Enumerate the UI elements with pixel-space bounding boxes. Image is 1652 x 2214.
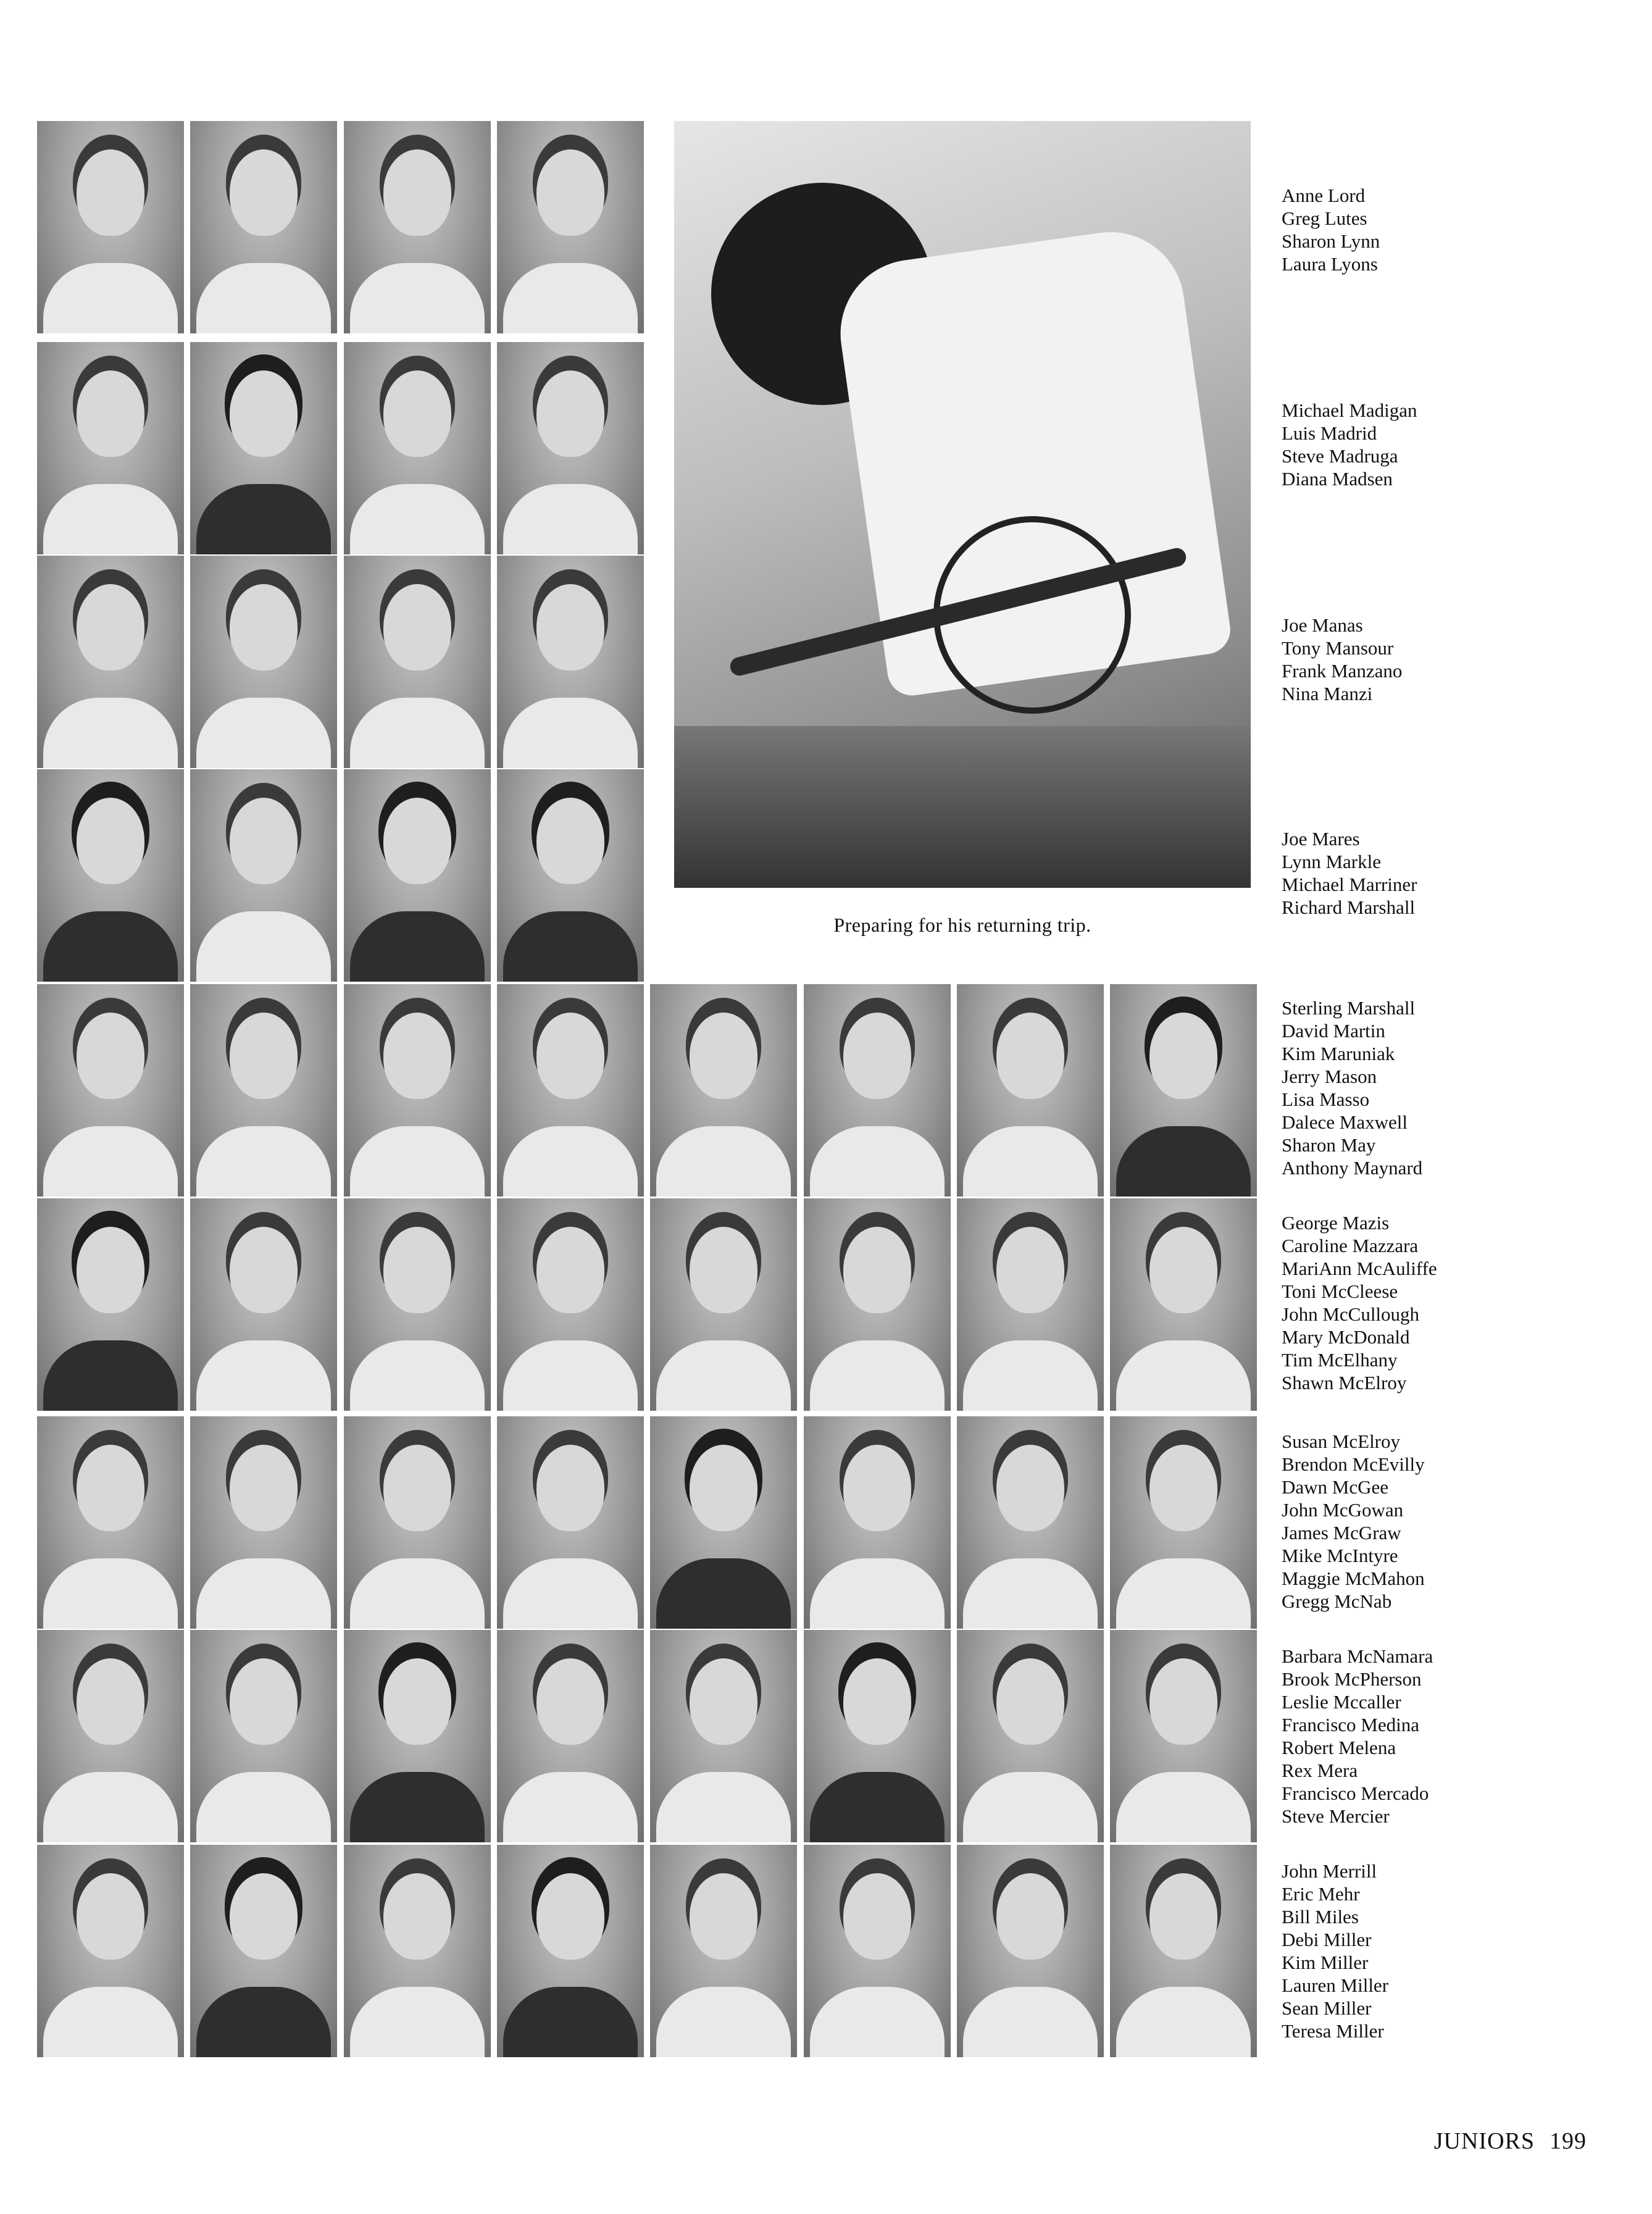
portrait-shoulders	[503, 1772, 638, 1842]
portrait-shoulders	[350, 1558, 485, 1629]
portrait-shoulders	[503, 1987, 638, 2057]
portrait-shoulders	[196, 1340, 331, 1411]
portrait-head	[996, 1873, 1064, 1960]
student-portrait	[497, 1198, 644, 1411]
portrait-shoulders	[196, 698, 331, 768]
student-portrait	[497, 121, 644, 333]
portrait-shoulders	[503, 698, 638, 768]
student-portrait	[1110, 1630, 1257, 1842]
student-portrait	[497, 1845, 644, 2057]
student-name: Lynn Markle	[1282, 851, 1381, 872]
portrait-head	[77, 1227, 144, 1313]
portrait-shoulders	[810, 1340, 945, 1411]
student-name: John McCullough	[1282, 1303, 1420, 1325]
portrait-shoulders	[503, 1126, 638, 1197]
student-name: Francisco Mercado	[1282, 1782, 1429, 1804]
portrait-head	[843, 1445, 911, 1531]
feature-photo-caption: Preparing for his returning trip.	[833, 914, 1091, 936]
portrait-shoulders	[1116, 1558, 1251, 1629]
section-title: JUNIORS	[1433, 2128, 1535, 2154]
student-portrait	[1110, 1845, 1257, 2057]
portrait-shoulders	[196, 1558, 331, 1629]
portrait-shoulders	[43, 263, 178, 333]
student-name: Gregg McNab	[1282, 1590, 1392, 1612]
student-portrait	[957, 984, 1104, 1197]
student-portrait	[190, 984, 337, 1197]
name-group	[1282, 1645, 1433, 1828]
portrait-head	[1149, 1445, 1217, 1531]
portrait-shoulders	[43, 911, 178, 982]
student-portrait	[1110, 1198, 1257, 1411]
portrait-shoulders	[350, 1126, 485, 1197]
portrait-head	[230, 149, 298, 236]
student-portrait	[344, 984, 491, 1197]
portrait-shoulders	[656, 1340, 791, 1411]
portrait-shoulders	[503, 1558, 638, 1629]
portrait-shoulders	[196, 1772, 331, 1842]
portrait-head	[690, 1658, 757, 1745]
student-portrait	[650, 984, 797, 1197]
portrait-head	[1149, 1658, 1217, 1745]
portrait-shoulders	[196, 263, 331, 333]
student-portrait	[37, 1845, 184, 2057]
student-name: Mary McDonald	[1282, 1326, 1410, 1348]
portrait-head	[383, 798, 451, 884]
portrait-head	[1149, 1013, 1217, 1099]
portrait-shoulders	[43, 1340, 178, 1411]
student-name: Eric Mehr	[1282, 1883, 1360, 1905]
name-group	[1282, 399, 1417, 490]
student-portrait	[650, 1630, 797, 1842]
student-portrait	[957, 1630, 1104, 1842]
portrait-head	[536, 798, 604, 884]
portrait-shoulders	[963, 1558, 1098, 1629]
student-name: Tim McElhany	[1282, 1349, 1398, 1371]
portrait-shoulders	[43, 1126, 178, 1197]
student-name: Joe Manas	[1282, 614, 1363, 636]
portrait-head	[690, 1013, 757, 1099]
portrait-shoulders	[43, 1987, 178, 2057]
portrait-head	[536, 1445, 604, 1531]
student-name: Michael Marriner	[1282, 874, 1417, 895]
portrait-shoulders	[963, 1987, 1098, 2057]
portrait-shoulders	[503, 911, 638, 982]
student-portrait	[344, 1416, 491, 1629]
student-name: Joe Mares	[1282, 828, 1360, 850]
portrait-head	[77, 370, 144, 457]
student-name: Brook McPherson	[1282, 1668, 1422, 1690]
portrait-shoulders	[350, 263, 485, 333]
student-portrait	[804, 1198, 951, 1411]
portrait-shoulders	[196, 911, 331, 982]
student-portrait	[37, 556, 184, 768]
student-portrait	[957, 1198, 1104, 1411]
portrait-head	[1149, 1873, 1217, 1960]
student-name: Shawn McElroy	[1282, 1372, 1407, 1393]
portrait-shoulders	[1116, 1987, 1251, 2057]
portrait-head	[230, 584, 298, 670]
portrait-head	[536, 149, 604, 236]
portrait-shoulders	[503, 1340, 638, 1411]
student-portrait	[37, 769, 184, 982]
portrait-shoulders	[1116, 1340, 1251, 1411]
portrait-head	[77, 1445, 144, 1531]
portrait-head	[843, 1227, 911, 1313]
student-name: Nina Manzi	[1282, 683, 1373, 704]
student-name: Frank Manzano	[1282, 660, 1403, 682]
name-group	[1282, 827, 1417, 919]
student-name: Robert Melena	[1282, 1737, 1396, 1758]
student-name: John Merrill	[1282, 1860, 1377, 1882]
student-name: Mike McIntyre	[1282, 1545, 1398, 1566]
student-portrait	[37, 1416, 184, 1629]
portrait-head	[77, 1013, 144, 1099]
portrait-shoulders	[350, 911, 485, 982]
portrait-shoulders	[1116, 1126, 1251, 1197]
student-portrait	[190, 1845, 337, 2057]
portrait-head	[996, 1658, 1064, 1745]
student-portrait	[957, 1845, 1104, 2057]
student-portrait	[957, 1416, 1104, 1629]
student-name: Sterling Marshall	[1282, 997, 1416, 1019]
student-name: Kim Miller	[1282, 1952, 1369, 1973]
student-portrait	[650, 1845, 797, 2057]
portrait-shoulders	[43, 1558, 178, 1629]
photo-background	[674, 726, 1251, 888]
student-name: Diana Madsen	[1282, 468, 1393, 490]
name-group	[1282, 184, 1380, 275]
student-portrait	[190, 1198, 337, 1411]
portrait-shoulders	[196, 1126, 331, 1197]
student-portrait	[344, 121, 491, 333]
student-name: Michael Madigan	[1282, 399, 1417, 421]
portrait-head	[383, 1445, 451, 1531]
student-name: Toni McCleese	[1282, 1280, 1398, 1302]
portrait-head	[690, 1227, 757, 1313]
portrait-shoulders	[350, 1340, 485, 1411]
page-number: 199	[1550, 2128, 1587, 2154]
student-name: Richard Marshall	[1282, 896, 1416, 918]
portrait-head	[383, 149, 451, 236]
student-portrait	[344, 556, 491, 768]
student-name: Sharon May	[1282, 1134, 1376, 1156]
portrait-head	[230, 1873, 298, 1960]
student-name: David Martin	[1282, 1020, 1385, 1042]
portrait-shoulders	[963, 1126, 1098, 1197]
portrait-head	[843, 1873, 911, 1960]
student-name: Leslie Mccaller	[1282, 1691, 1401, 1713]
student-name: Anne Lord	[1282, 185, 1366, 206]
portrait-head	[230, 1658, 298, 1745]
portrait-head	[536, 584, 604, 670]
student-name: Jerry Mason	[1282, 1066, 1377, 1087]
student-portrait	[190, 769, 337, 982]
student-name: Brendon McEvilly	[1282, 1453, 1425, 1475]
student-portrait	[804, 984, 951, 1197]
portrait-shoulders	[810, 1558, 945, 1629]
portrait-shoulders	[810, 1987, 945, 2057]
student-name: John McGowan	[1282, 1499, 1404, 1521]
student-name: Bill Miles	[1282, 1906, 1359, 1928]
student-portrait	[190, 1630, 337, 1842]
portrait-head	[383, 1873, 451, 1960]
student-portrait	[344, 769, 491, 982]
student-name: Teresa Miller	[1282, 2020, 1384, 2042]
student-portrait	[497, 556, 644, 768]
portrait-head	[77, 149, 144, 236]
student-name: Laura Lyons	[1282, 253, 1378, 275]
student-portrait	[804, 1630, 951, 1842]
portrait-head	[843, 1658, 911, 1745]
portrait-shoulders	[810, 1126, 945, 1197]
portrait-head	[536, 1013, 604, 1099]
name-group	[1282, 614, 1402, 705]
portrait-shoulders	[350, 1772, 485, 1842]
student-name: Anthony Maynard	[1282, 1157, 1423, 1179]
student-portrait	[650, 1416, 797, 1629]
portrait-shoulders	[656, 1987, 791, 2057]
student-portrait	[190, 1416, 337, 1629]
portrait-head	[383, 1227, 451, 1313]
portrait-head	[383, 584, 451, 670]
feature-photo	[674, 121, 1251, 888]
student-name: Greg Lutes	[1282, 207, 1367, 229]
student-portrait	[37, 342, 184, 554]
portrait-shoulders	[43, 1772, 178, 1842]
portrait-head	[536, 1658, 604, 1745]
portrait-head	[843, 1013, 911, 1099]
portrait-head	[230, 370, 298, 457]
student-name: Barbara McNamara	[1282, 1645, 1433, 1667]
student-portrait	[190, 342, 337, 554]
student-name: Dawn McGee	[1282, 1476, 1389, 1498]
portrait-shoulders	[963, 1772, 1098, 1842]
portrait-head	[996, 1445, 1064, 1531]
portrait-head	[383, 1658, 451, 1745]
portrait-shoulders	[196, 484, 331, 554]
student-portrait	[190, 121, 337, 333]
student-portrait	[497, 769, 644, 982]
portrait-shoulders	[1116, 1772, 1251, 1842]
portrait-shoulders	[503, 263, 638, 333]
portrait-head	[77, 1658, 144, 1745]
student-portrait	[344, 1630, 491, 1842]
student-portrait	[497, 1416, 644, 1629]
portrait-head	[996, 1227, 1064, 1313]
student-portrait	[650, 1198, 797, 1411]
portrait-head	[536, 370, 604, 457]
student-name: Sean Miller	[1282, 1997, 1372, 2019]
name-group	[1282, 1860, 1388, 2042]
portrait-head	[230, 1227, 298, 1313]
student-name: Susan McElroy	[1282, 1431, 1401, 1452]
name-group	[1282, 996, 1422, 1179]
portrait-shoulders	[656, 1558, 791, 1629]
student-name: Tony Mansour	[1282, 637, 1394, 659]
portrait-shoulders	[656, 1772, 791, 1842]
portrait-head	[77, 798, 144, 884]
name-group	[1282, 1211, 1437, 1394]
student-portrait	[37, 984, 184, 1197]
portrait-head	[383, 370, 451, 457]
portrait-head	[230, 1013, 298, 1099]
student-name: George Mazis	[1282, 1212, 1390, 1234]
portrait-shoulders	[350, 1987, 485, 2057]
page-footer	[1358, 2128, 1587, 2155]
portrait-head	[690, 1873, 757, 1960]
student-name: Lisa Masso	[1282, 1088, 1370, 1110]
portrait-head	[230, 1445, 298, 1531]
student-portrait	[37, 1630, 184, 1842]
student-portrait	[497, 1630, 644, 1842]
student-portrait	[190, 556, 337, 768]
portrait-shoulders	[350, 484, 485, 554]
portrait-shoulders	[656, 1126, 791, 1197]
student-portrait	[497, 342, 644, 554]
portrait-shoulders	[810, 1772, 945, 1842]
portrait-shoulders	[196, 1987, 331, 2057]
portrait-shoulders	[503, 484, 638, 554]
student-portrait	[804, 1416, 951, 1629]
student-name: Maggie McMahon	[1282, 1568, 1425, 1589]
portrait-head	[230, 798, 298, 884]
student-name: MariAnn McAuliffe	[1282, 1258, 1437, 1279]
student-name: Debi Miller	[1282, 1929, 1372, 1950]
portrait-shoulders	[350, 698, 485, 768]
student-portrait	[344, 1198, 491, 1411]
student-name: Dalece Maxwell	[1282, 1111, 1408, 1133]
portrait-head	[996, 1013, 1064, 1099]
student-name: Steve Mercier	[1282, 1805, 1390, 1827]
portrait-head	[536, 1873, 604, 1960]
student-portrait	[37, 1198, 184, 1411]
portrait-head	[536, 1227, 604, 1313]
portrait-head	[690, 1445, 757, 1531]
portrait-head	[383, 1013, 451, 1099]
student-portrait	[344, 1845, 491, 2057]
portrait-head	[77, 1873, 144, 1960]
portrait-shoulders	[43, 698, 178, 768]
student-portrait	[1110, 984, 1257, 1197]
student-name: Lauren Miller	[1282, 1974, 1389, 1996]
portrait-head	[1149, 1227, 1217, 1313]
student-name: Rex Mera	[1282, 1760, 1358, 1781]
student-portrait	[344, 342, 491, 554]
student-name: James McGraw	[1282, 1522, 1401, 1544]
portrait-head	[77, 584, 144, 670]
student-portrait	[1110, 1416, 1257, 1629]
student-portrait	[37, 121, 184, 333]
student-name: Caroline Mazzara	[1282, 1235, 1419, 1256]
student-name: Francisco Medina	[1282, 1714, 1419, 1736]
portrait-shoulders	[963, 1340, 1098, 1411]
student-name: Sharon Lynn	[1282, 230, 1380, 252]
name-group	[1282, 1430, 1425, 1613]
student-name: Kim Maruniak	[1282, 1043, 1395, 1064]
student-portrait	[497, 984, 644, 1197]
student-name: Steve Madruga	[1282, 445, 1398, 467]
student-portrait	[804, 1845, 951, 2057]
portrait-shoulders	[43, 484, 178, 554]
student-name: Luis Madrid	[1282, 422, 1377, 444]
